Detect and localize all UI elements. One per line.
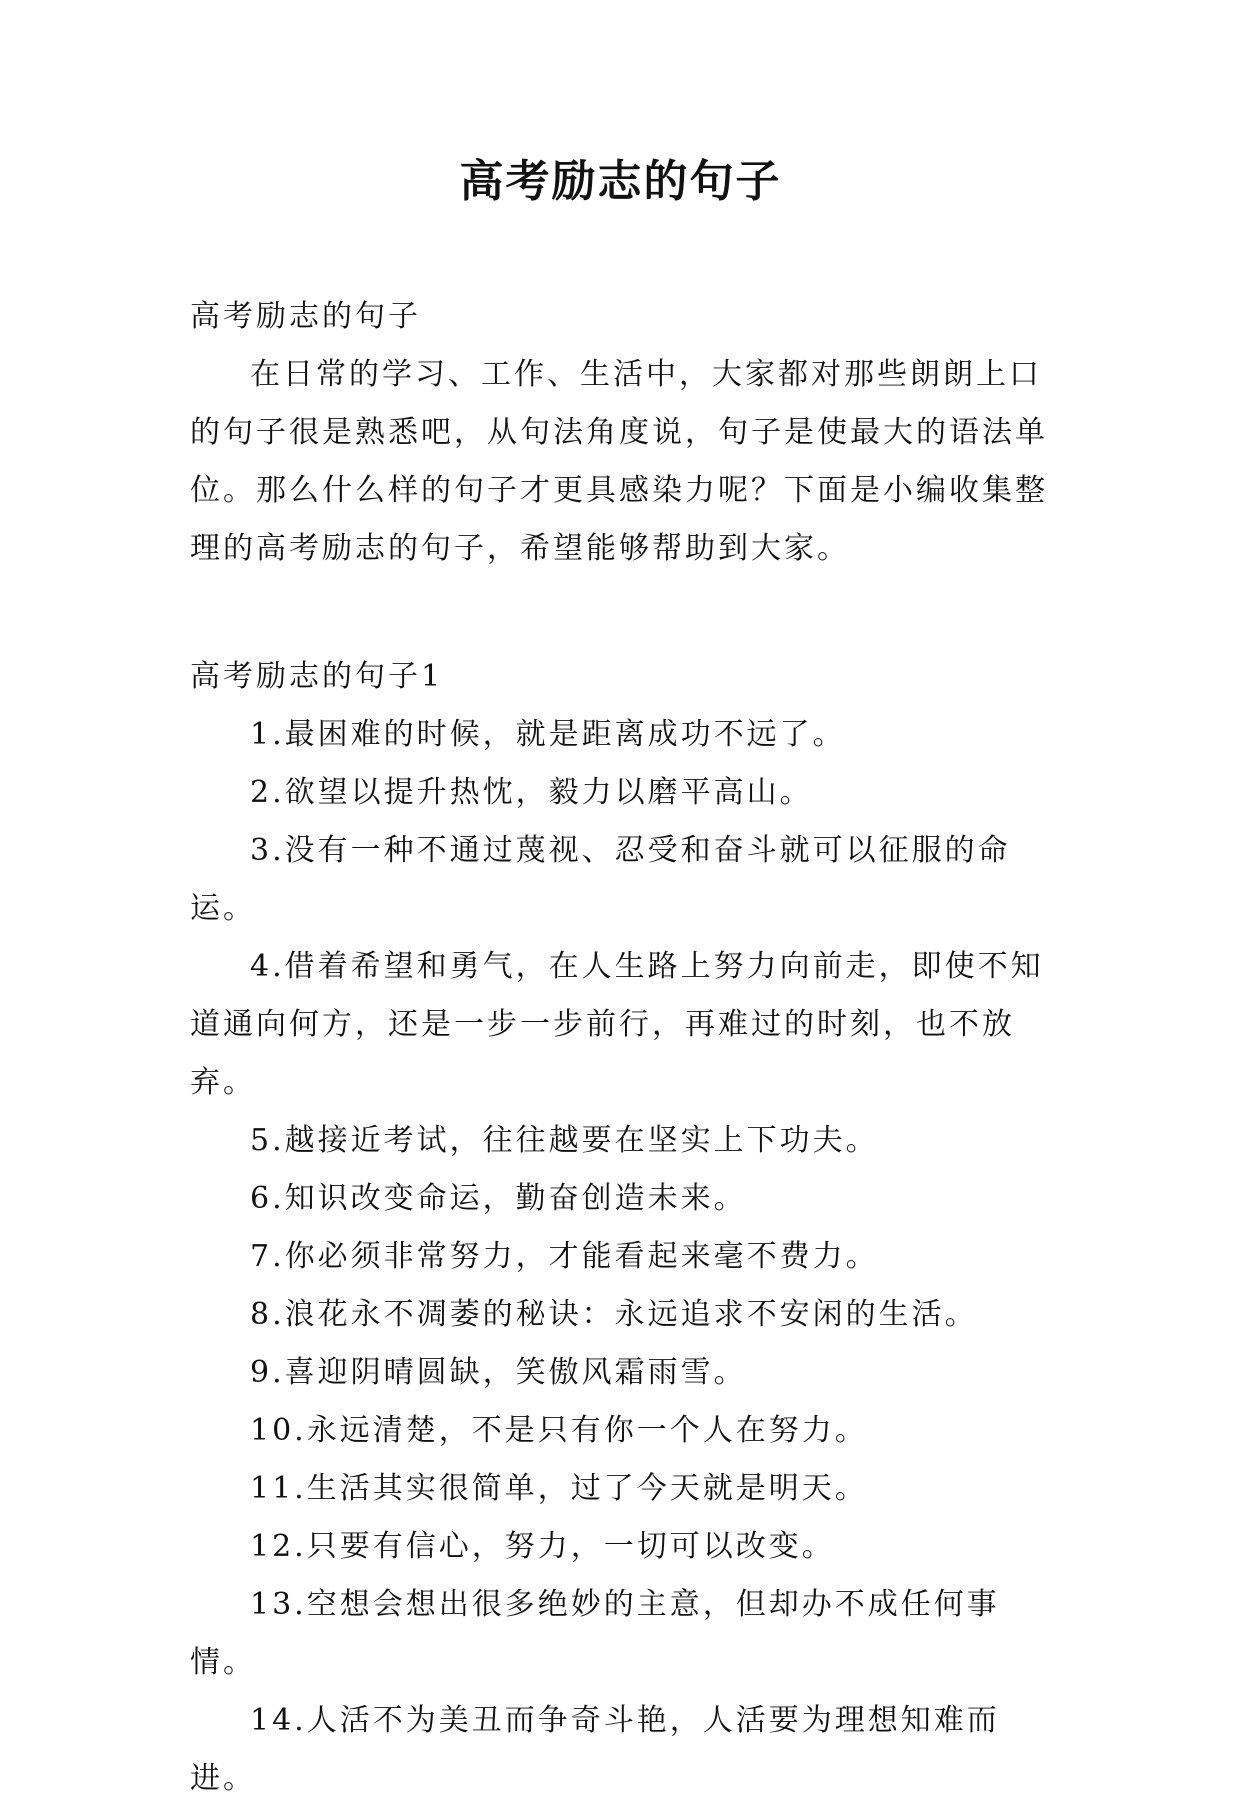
document-body [190,288,1060,1808]
quote-item-6: 6.知识改变命运，勤奋创造未来。 [250,1181,747,1216]
quote-item-11: 11.生活其实很简单，过了今天就是明天。 [250,1471,868,1506]
quote-item-1: 1.最困难的时候，就是距离成功不远了。 [250,717,846,752]
section-spacer [190,578,1060,648]
quote-item-10: 10.永远清楚，不是只有你一个人在努力。 [250,1413,868,1448]
quote-item-4: 4.借着希望和勇气，在人生路上努力向前走，即使不知道通向何方，还是一步一步前行，再难过的时刻，也不放弃。 [190,949,1044,1100]
quote-item-13: 13.空想会想出很多绝妙的主意，但却办不成任何事情。 [190,1587,1000,1680]
quote-item-2: 2.欲望以提升热忱，毅力以磨平高山。 [250,775,813,810]
quote-item-14: 14.人活不为美丑而争奇斗艳，人活要为理想知难而进。 [190,1703,1000,1796]
quote-item-5: 5.越接近考试，往往越要在坚实上下功夫。 [250,1123,879,1158]
quote-item-9: 9.喜迎阴晴圆缺，笑傲风霜雨雪。 [250,1355,747,1390]
quote-item-3: 3.没有一种不通过蔑视、忍受和奋斗就可以征服的命运。 [190,833,1011,926]
subtitle: 高考励志的句子 [190,299,421,334]
quote-item-8: 8.浪花永不凋萎的秘诀：永远追求不安闲的生活。 [250,1297,978,1332]
quote-item-12: 12.只要有信心，努力，一切可以改变。 [250,1529,835,1564]
quote-item-7: 7.你必须非常努力，才能看起来毫不费力。 [250,1239,879,1274]
document-title: 高考励志的句子 [459,156,782,207]
intro-paragraph: 在日常的学习、工作、生活中，大家都对那些朗朗上口的句子很是熟悉吧，从句法角度说，句子是使最大的语法单位。那么什么样的句子才更具感染力呢？下面是小编收集整理的高考励志的句子，希望能够帮助到大家。 [190,357,1048,566]
section-heading: 高考励志的句子1 [190,659,444,694]
